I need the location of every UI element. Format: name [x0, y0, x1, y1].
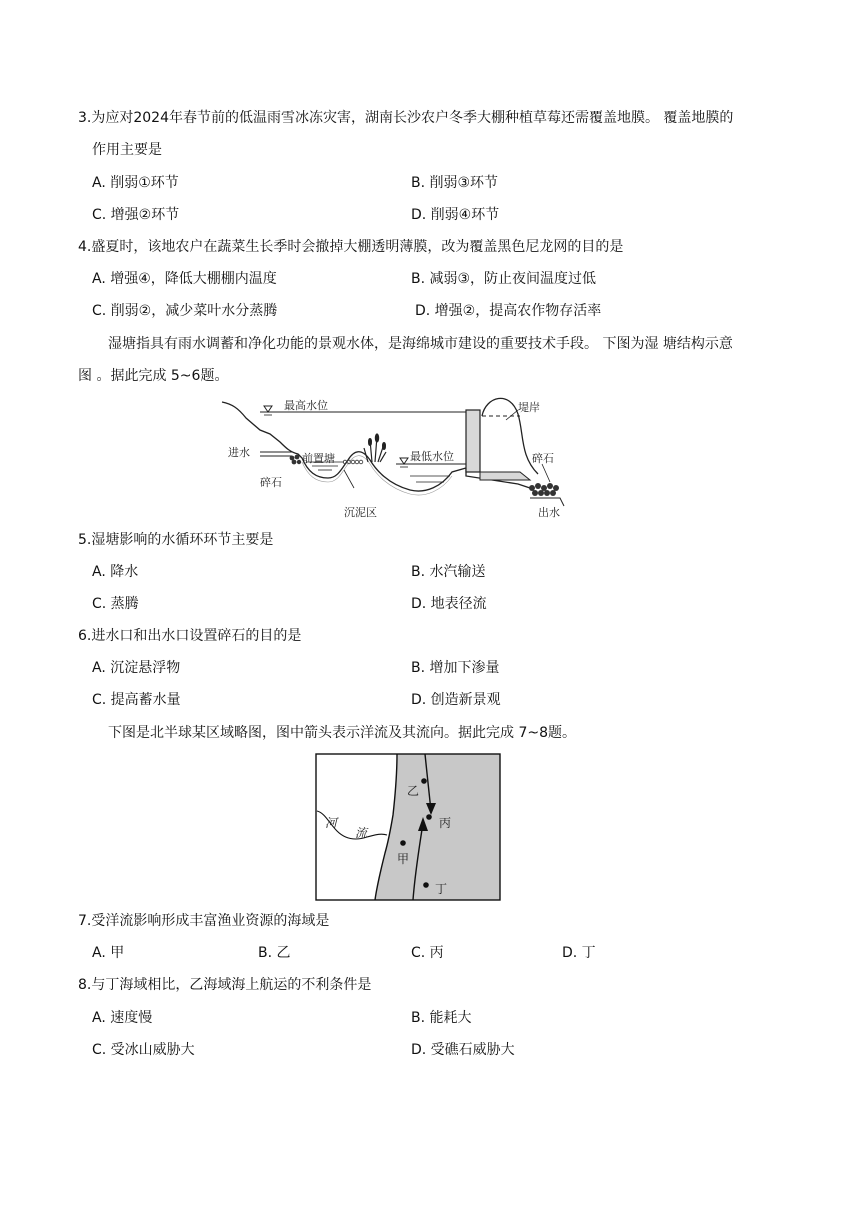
q3-stem-line1: 3.为应对2024年春节前的低温雨雪冰冻灾害，湖南长沙农户冬季大棚种植草莓还需覆盖地膜。 覆盖地膜的	[78, 110, 734, 126]
q4-stem: 4.盛夏时，该地农户在蔬菜生长季时会撤掉大棚透明薄膜，改为覆盖黑色尼龙网的目的是	[78, 239, 624, 255]
point-bing	[426, 814, 432, 820]
label-jia: 甲	[397, 852, 410, 866]
q8-option-d: D. 受礁石威胁大	[411, 1042, 515, 1058]
q6-option-d: D. 创造新景观	[411, 692, 501, 708]
q6-stem: 6.进水口和出水口设置碎石的目的是	[78, 628, 302, 644]
q7-stem: 7.受洋流影响形成丰富渔业资源的海域是	[78, 913, 330, 929]
q8-option-b: B. 能耗大	[411, 1010, 472, 1026]
ocean-current-map	[315, 753, 501, 901]
label-sediment: 沉泥区	[344, 506, 377, 519]
label-ding: 丁	[435, 882, 448, 896]
q3-option-b: B. 削弱③环节	[411, 175, 499, 191]
label-outlet: 出水	[538, 506, 560, 519]
q6-option-c: C. 提高蓄水量	[92, 692, 181, 708]
label-min-level: 最低水位	[410, 450, 454, 463]
q8-option-a: A. 速度慢	[92, 1010, 153, 1026]
q5-stem: 5.湿塘影响的水循环环节主要是	[78, 532, 274, 548]
intro56-line2: 图 。据此完成 5~6题。	[78, 368, 229, 384]
q3-option-d: D. 削弱④环节	[411, 207, 500, 223]
q4-option-b: B. 减弱③，防止夜间温度过低	[411, 271, 597, 287]
wet-pond-diagram	[220, 396, 570, 522]
label-gravel-left: 碎石	[260, 476, 282, 489]
q5-option-c: C. 蒸腾	[92, 596, 139, 612]
q5-option-d: D. 地表径流	[411, 596, 487, 612]
q4-option-a: A. 增强④，降低大棚棚内温度	[92, 271, 277, 287]
q3-option-a: A. 削弱①环节	[92, 175, 179, 191]
max-level-symbol	[264, 406, 272, 412]
q3-stem-line2: 作用主要是	[92, 142, 162, 158]
q7-option-a: A. 甲	[92, 945, 125, 961]
sea-area	[375, 754, 500, 900]
aquatic-plants	[364, 434, 386, 462]
point-yi	[421, 778, 427, 784]
gravel-right	[529, 483, 559, 496]
label-he: 河	[325, 816, 338, 830]
point-ding	[423, 882, 429, 888]
label-inlet: 进水	[228, 446, 250, 459]
point-jia	[400, 840, 406, 846]
label-max-level: 最高水位	[284, 399, 328, 412]
label-liu: 流	[355, 826, 368, 840]
q5-option-b: B. 水汽输送	[411, 564, 486, 580]
q7-option-d: D. 丁	[562, 945, 596, 961]
q3-option-c: C. 增强②环节	[92, 207, 180, 223]
q7-option-c: C. 丙	[411, 945, 444, 961]
q8-stem: 8.与丁海域相比，乙海域海上航运的不利条件是	[78, 977, 372, 993]
min-level-symbol	[400, 458, 408, 464]
retaining-wall	[466, 410, 480, 472]
label-bing: 丙	[439, 816, 452, 830]
label-yi: 乙	[407, 784, 420, 798]
label-gravel-right: 碎石	[532, 452, 554, 465]
q6-option-a: A. 沉淀悬浮物	[92, 660, 181, 676]
q4-option-c: C. 削弱②，减少菜叶水分蒸腾	[92, 303, 278, 319]
intro78-line: 下图是北半球某区域略图，图中箭头表示洋流及其流向。据此完成 7~8题。	[108, 725, 576, 741]
q8-option-c: C. 受冰山威胁大	[92, 1042, 195, 1058]
label-bank: 堤岸	[518, 401, 540, 414]
intro56-line1: 湿塘指具有雨水调蓄和净化功能的景观水体，是海绵城市建设的重要技术手段。 下图为湿 塘结构示意	[108, 336, 733, 352]
q6-option-b: B. 增加下渗量	[411, 660, 500, 676]
q5-option-a: A. 降水	[92, 564, 139, 580]
label-forebay: 前置塘	[302, 452, 335, 465]
q4-option-d: D. 增强②，提高农作物存活率	[415, 303, 602, 319]
q7-option-b: B. 乙	[258, 945, 291, 961]
